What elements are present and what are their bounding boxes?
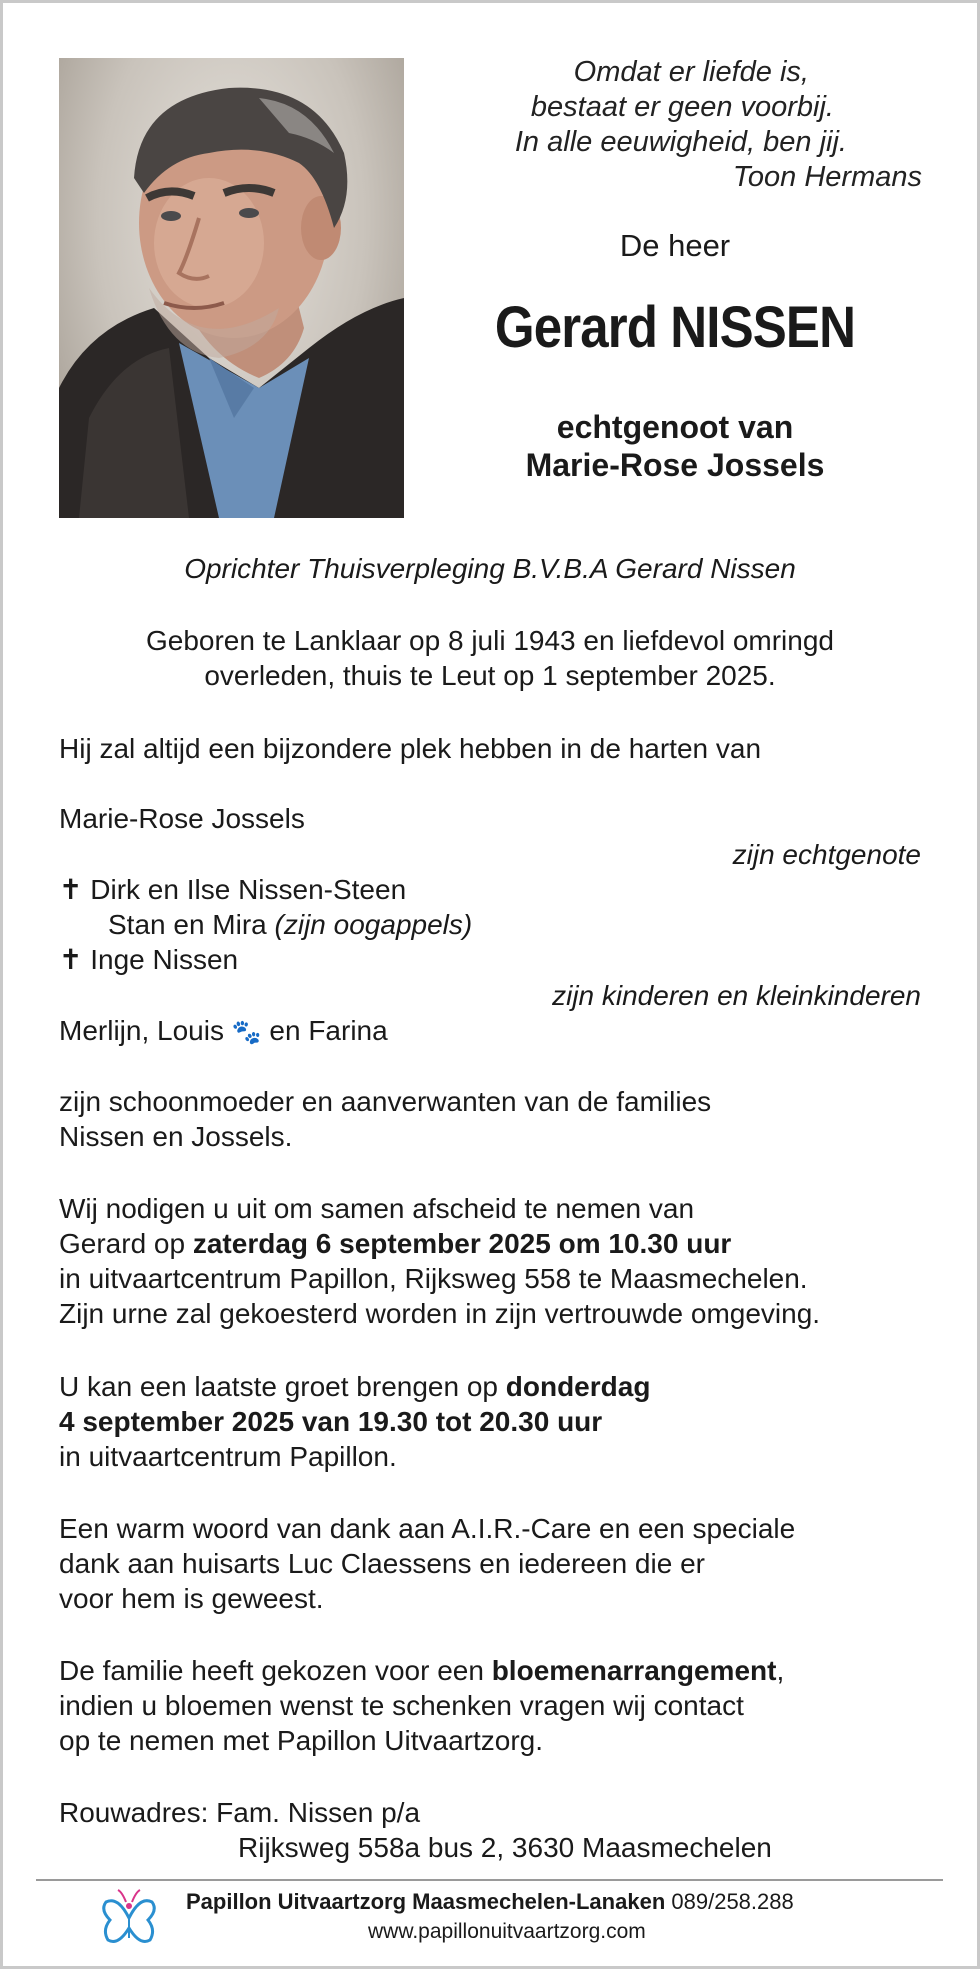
founder-line: Oprichter Thuisverpleging B.V.B.A Gerard Nissen <box>184 553 796 584</box>
flowers-comma: , <box>776 1655 785 1686</box>
deceased-title: De heer <box>619 228 731 263</box>
footer-company-line <box>186 1889 794 1915</box>
poem-line: In alle eeuwigheid, ben jij. <box>514 126 847 158</box>
visit-block <box>59 1369 921 1474</box>
visit-line <box>59 1369 921 1404</box>
flowers-line <box>59 1653 921 1688</box>
visit-line <box>59 1404 921 1439</box>
spouse-line: echtgenoot van <box>556 409 794 445</box>
others-line: zijn schoonmoeder en aanverwanten van de families <box>59 1086 712 1117</box>
ceremony-text: Gerard op <box>59 1228 193 1259</box>
thanks-line: dank aan huisarts Luc Claessens en iedereen die er <box>59 1548 705 1579</box>
spouse-block <box>433 408 917 484</box>
address-line: Rouwadres: Fam. Nissen p/a <box>59 1797 421 1828</box>
flowers-line: indien u bloemen wenst te schenken vragen wij contact <box>59 1690 744 1721</box>
visit-line: in uitvaartcentrum Papillon. <box>59 1441 397 1472</box>
spouse-name: Marie-Rose Jossels <box>525 447 825 483</box>
footer-company: Papillon Uitvaartzorg Maasmechelen-Lanaken <box>186 1889 666 1914</box>
family-grandchildren-1 <box>108 907 970 942</box>
thanks-line: voor hem is geweest. <box>59 1583 324 1614</box>
portrait-photo <box>59 58 404 518</box>
ceremony-date: zaterdag 6 september 2025 om 10.30 uur <box>192 1228 732 1259</box>
thanks-block <box>59 1511 921 1616</box>
family-child-2 <box>59 942 921 977</box>
poem-line: Omdat er liefde is, <box>573 56 809 88</box>
ceremony-line: Zijn urne zal gekoesterd worden in zijn vertrouwde omgeving. <box>59 1298 821 1329</box>
ceremony-line: in uitvaartcentrum Papillon, Rijksweg 558 te Maasmechelen. <box>59 1263 808 1294</box>
flowers-arrangement: bloemenarrangement <box>491 1655 777 1686</box>
visit-date: 4 september 2025 van 19.30 tot 20.30 uur <box>59 1406 603 1437</box>
birth-line: Geboren te Lanklaar op 8 juli 1943 en liefdevol omringd <box>145 625 834 656</box>
paw-icon: 🐾 <box>231 1019 262 1046</box>
death-line: overleden, thuis te Leut op 1 september 2025. <box>204 660 776 691</box>
family-spouse-name: Marie-Rose Jossels <box>59 803 305 834</box>
family-children-role: zijn kinderen en kleinkinderen <box>552 980 921 1011</box>
poem-line: bestaat er geen voorbij. <box>530 91 834 123</box>
poem <box>442 55 922 195</box>
cross-icon: ✝ <box>59 944 83 975</box>
birth-death-block <box>59 623 921 693</box>
flowers-block <box>59 1653 921 1758</box>
family-grandchildren-2 <box>59 1013 921 1050</box>
footer-phone: 089/258.288 <box>671 1889 794 1914</box>
visit-day: donderdag <box>505 1371 651 1402</box>
cross-icon: ✝ <box>59 874 83 905</box>
intro-line: Hij zal altijd een bijzondere plek hebben in de harten van <box>59 733 762 764</box>
butterfly-logo-icon <box>98 1888 160 1950</box>
footer-website[interactable]: www.papillonuitvaartzorg.com <box>368 1920 646 1943</box>
others-line: Nissen en Jossels. <box>59 1121 293 1152</box>
visit-text: U kan een laatste groet brengen op <box>59 1371 506 1402</box>
family-others <box>59 1084 921 1154</box>
child-name: Dirk en Ilse Nissen-Steen <box>90 874 407 905</box>
footer-divider <box>36 1879 943 1881</box>
grandchildren-names: en Farina <box>269 1015 388 1046</box>
ceremony-block <box>59 1191 921 1331</box>
child-name: Inge Nissen <box>90 944 239 975</box>
address-block <box>59 1795 921 1865</box>
deceased-name: Gerard NISSEN <box>494 295 856 360</box>
grandchildren-note: (zijn oogappels) <box>274 909 473 940</box>
flowers-line: op te nemen met Papillon Uitvaartzorg. <box>59 1725 544 1756</box>
poem-author: Toon Hermans <box>732 161 922 193</box>
family-child-1 <box>59 872 921 907</box>
ceremony-line: Wij nodigen u uit om samen afscheid te nemen van <box>59 1193 695 1224</box>
family-spouse-role: zijn echtgenote <box>732 839 921 870</box>
grandchildren-names: Merlijn, Louis <box>59 1015 224 1046</box>
ceremony-line <box>59 1226 921 1261</box>
address-line: Rijksweg 558a bus 2, 3630 Maasmechelen <box>238 1832 772 1863</box>
obituary-page <box>3 3 977 1966</box>
thanks-line: Een warm woord van dank aan A.I.R.-Care en een speciale <box>59 1513 796 1544</box>
grandchildren-names: Stan en Mira <box>108 909 267 940</box>
portrait-illustration <box>59 58 404 518</box>
flowers-text: De familie heeft gekozen voor een <box>59 1655 492 1686</box>
